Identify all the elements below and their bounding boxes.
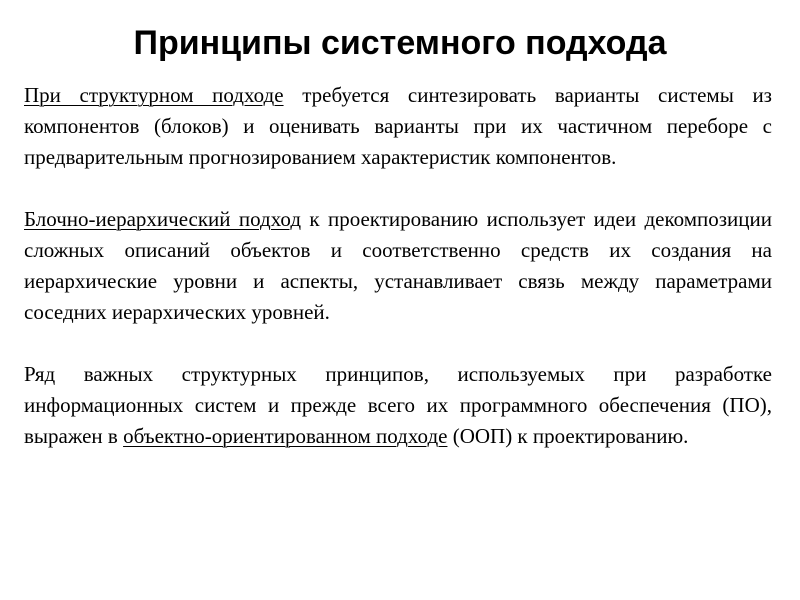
paragraph-structural-approach [24, 80, 772, 173]
paragraph-text: Ряд важных структурных принципов, используемых при разработке информационных систем и прежде всего их программного обеспечения (ПО), выражен в [24, 362, 772, 448]
paragraph-text: требуется синтезировать варианты системы из компонентов (блоков) и оценивать варианты при их частичном переборе с предварительным прогнозированием характеристик компонентов. [24, 83, 772, 169]
term-oop: объектно-ориентированном подходе [123, 424, 448, 448]
paragraph-oop [24, 359, 772, 452]
paragraph-text: к проектированию использует идеи декомпозиции сложных описаний объектов и соответственно средств их создания на иерархические уровни и аспекты, устанавливает связь между параметрами соседних иерархических уровней. [24, 207, 773, 324]
paragraph-hierarchical-approach [24, 204, 772, 328]
slide-body [24, 80, 772, 483]
slide-title: Принципы системного подхода [133, 24, 667, 62]
term-hierarchical-approach: Блочно-иерархический подход [24, 207, 302, 231]
term-structural-approach: При структурном подходе [24, 83, 284, 107]
paragraph-text: (ООП) к проектированию. [447, 424, 689, 448]
